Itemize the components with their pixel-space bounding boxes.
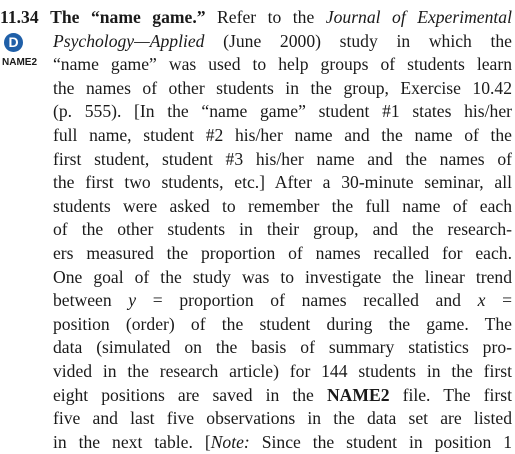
text-line: first student, student #3 his/her name and the names of <box>53 148 512 169</box>
text-fragment: Refer to the <box>217 7 326 27</box>
text-line: the first two students, etc.] After a 30-minute seminar, all <box>53 172 512 193</box>
text-fragment: = <box>485 290 512 311</box>
text-fragment: (June 2000) study in which the <box>204 30 512 51</box>
text-fragment: in the next table. [ <box>53 431 211 452</box>
data-set-icon: D <box>4 33 23 52</box>
text-line: position (order) of the student during the game. The <box>53 313 512 334</box>
text-line: ers measured the proportion of names recalled for each. <box>53 242 512 263</box>
text-fragment: eight positions are saved in the <box>53 384 327 405</box>
exercise-title: The “name game.” <box>50 7 206 27</box>
text-line <box>0 384 512 408</box>
note-label: Note: <box>210 431 250 452</box>
journal-name-cont: Psychology—Applied <box>53 30 205 51</box>
exercise-11-34 <box>0 6 512 454</box>
text-line: “name game” was used to help groups of students learn <box>53 54 512 75</box>
text-fragment: file. The first <box>389 384 512 405</box>
text-line: the names of other students in the group, Exercise 10.42 <box>53 77 512 98</box>
text-line: (p. 555). [In the “name game” student #1 states his/her <box>53 101 512 122</box>
text-line: One goal of the study was to investigate the linear trend <box>53 266 512 287</box>
data-file-reference: NAME2 <box>326 384 390 405</box>
data-file-label: NAME2 <box>2 57 38 68</box>
text-line: of the other students in their group, and the research- <box>53 219 512 240</box>
journal-name: Journal of Experimental <box>325 7 512 27</box>
text-line: vided in the research article) for 144 students in the first <box>53 360 512 381</box>
text-line <box>0 6 512 30</box>
text-fragment: between <box>53 290 129 311</box>
text-line <box>0 289 512 313</box>
variable-y: y <box>128 290 137 311</box>
variable-x: x <box>477 290 486 311</box>
exercise-number: 11.34 <box>0 7 39 27</box>
text-line: five and last five observations in the data set are listed <box>53 408 512 429</box>
text-line <box>0 431 512 454</box>
text-line <box>0 30 512 54</box>
text-fragment: = proportion of names recalled and <box>136 290 478 311</box>
text-line: students were asked to remember the full name of each <box>53 195 512 216</box>
text-line: data (simulated on the basis of summary statistics pro- <box>53 337 512 358</box>
text-line: full name, student #2 his/her name and the name of the <box>53 124 512 145</box>
text-fragment: Since the student in position 1 <box>249 431 513 452</box>
